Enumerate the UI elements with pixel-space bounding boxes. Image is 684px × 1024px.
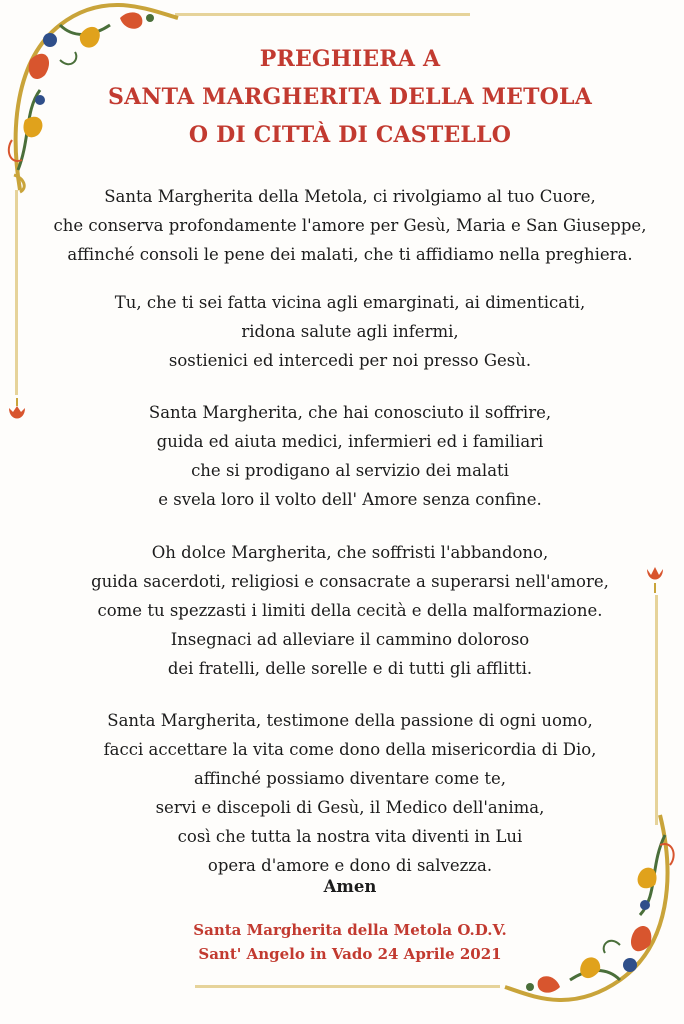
organization-name: Santa Margherita della Metola O.D.V. — [193, 921, 507, 939]
prayer-line: Santa Margherita, che hai conosciuto il soffrire, — [148, 403, 552, 422]
place-date: Sant' Angelo in Vado 24 Aprile 2021 — [198, 945, 502, 963]
prayer-line: che conserva profondamente l'amore per Gesù, Maria e San Giuseppe, — [53, 216, 647, 235]
prayer-line: ridona salute agli infermi, — [241, 322, 459, 341]
signature-block — [30, 918, 670, 966]
prayer-line: guida sacerdoti, religiosi e consacrate a superarsi nell'amore, — [91, 572, 609, 591]
prayer-line: Oh dolce Margherita, che soffristi l'abbandono, — [151, 543, 549, 562]
title-line: O DI CITTÀ DI CASTELLO — [188, 122, 512, 148]
prayer-line: servi e discepoli di Gesù, il Medico dell'anima, — [155, 798, 545, 817]
prayer-line: che si prodigano al servizio dei malati — [191, 461, 509, 480]
stanza-1 — [30, 182, 670, 269]
prayer-line: Insegnaci ad alleviare il cammino doloroso — [170, 630, 530, 649]
stanza-4 — [30, 538, 670, 683]
prayer-line: affinché consoli le pene dei malati, che ti affidiamo nella preghiera. — [67, 245, 633, 264]
prayer-line: guida ed aiuta medici, infermieri ed i familiari — [156, 432, 544, 451]
prayer-line: e svela loro il volto dell' Amore senza confine. — [158, 490, 542, 509]
prayer-line: Santa Margherita della Metola, ci rivolgiamo al tuo Cuore, — [104, 187, 596, 206]
stanza-2 — [30, 288, 670, 375]
prayer-line: facci accettare la vita come dono della misericordia di Dio, — [103, 740, 597, 759]
prayer-line: opera d'amore e dono di salvezza. — [207, 856, 493, 875]
prayer-line: affinché possiamo diventare come te, — [193, 769, 507, 788]
left-gold-rule — [15, 190, 18, 395]
title-line: PREGHIERA A — [259, 46, 441, 72]
prayer-title — [60, 40, 640, 154]
top-gold-rule — [175, 13, 470, 16]
title-line: SANTA MARGHERITA DELLA METOLA — [108, 84, 592, 110]
prayer-line: sostienici ed intercedi per noi presso Gesù. — [168, 351, 532, 370]
stanza-3 — [30, 398, 670, 514]
prayer-line: così che tutta la nostra vita diventi in Lui — [177, 827, 523, 846]
stanza-5 — [30, 706, 670, 880]
bottom-gold-rule — [195, 985, 500, 988]
prayer-line: Tu, che ti sei fatta vicina agli emarginati, ai dimenticati, — [114, 293, 586, 312]
prayer-line: come tu spezzasti i limiti della cecità e della malformazione. — [97, 601, 603, 620]
tulip-tassel-left-icon — [5, 398, 29, 426]
amen: Amen — [323, 877, 377, 896]
prayer-line: dei fratelli, delle sorelle e di tutti gli afflitti. — [167, 659, 533, 678]
prayer-line: Santa Margherita, testimone della passione di ogni uomo, — [107, 711, 593, 730]
